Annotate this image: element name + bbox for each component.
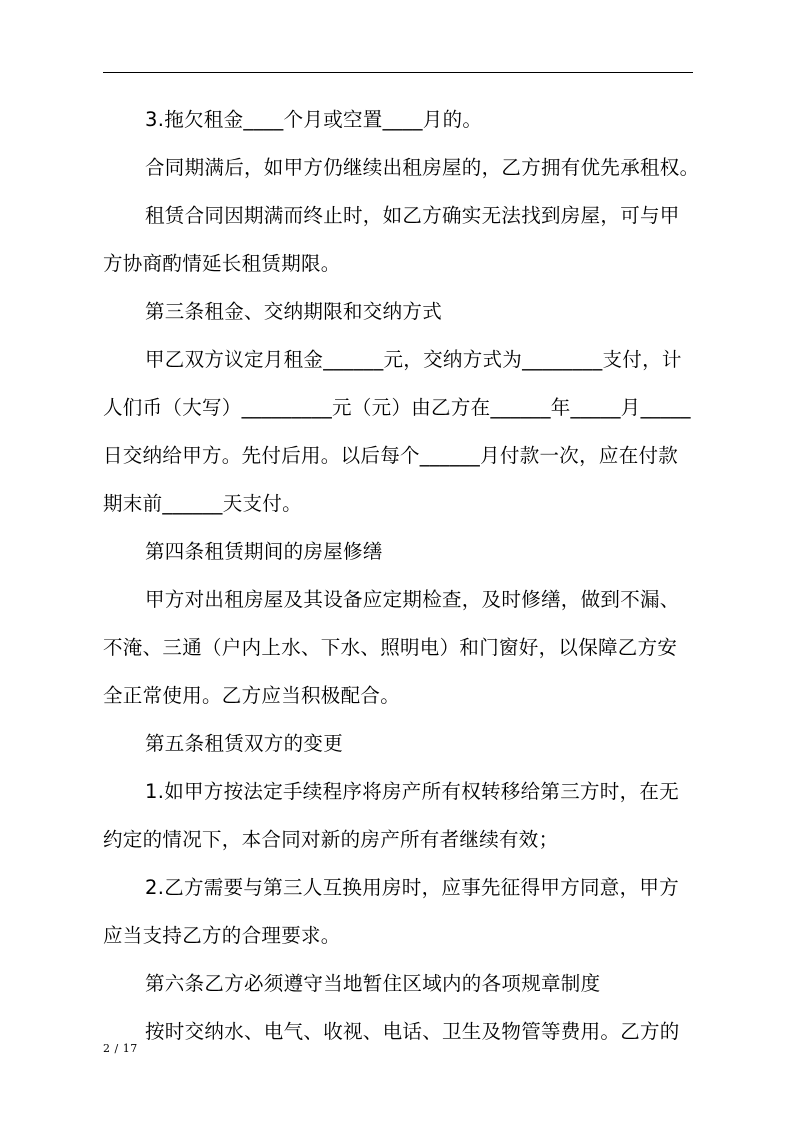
section-heading-3: 第三条租金、交纳期限和交纳方式 [145, 300, 443, 323]
clause-line-13: 全正常使用。乙方应当积极配合。 [103, 684, 401, 707]
header-rule [103, 72, 693, 73]
clause-line-3: 租赁合同因期满而终止时，如乙方确实无法找到房屋，可与甲 [145, 204, 680, 227]
section-heading-6: 第六条乙方必须遵守当地暂住区域内的各项规章制度 [145, 972, 601, 995]
clause-line-7: 人们币（大写）_________元（元）由乙方在______年_____月_____ [103, 396, 691, 419]
clause-line-11: 甲方对出租房屋及其设备应定期检查，及时修缮，做到不漏、 [145, 588, 680, 611]
clause-line-12: 不淹、三通（户内上水、下水、照明电）和门窗好，以保障乙方安 [103, 636, 678, 659]
page-number: 2 / 17 [103, 1042, 138, 1055]
clause-line-8: 日交纳给甲方。先付后用。以后每个______月付款一次，应在付款 [103, 444, 679, 467]
section-heading-4: 第四条租赁期间的房屋修缮 [145, 540, 383, 563]
clause-line-9: 期末前______天支付。 [103, 492, 302, 515]
clause-line-2: 合同期满后，如甲方仍继续出租房屋的，乙方拥有优先承租权。 [145, 156, 700, 179]
clause-line-20: 按时交纳水、电气、收视、电话、卫生及物管等费用。乙方的 [145, 1020, 680, 1043]
clause-line-15: 1.如甲方按法定手续程序将房产所有权转移给第三方时，在无 [145, 780, 680, 803]
clause-line-4: 方协商酌情延长租赁期限。 [103, 252, 341, 275]
clause-line-18: 应当支持乙方的合理要求。 [103, 924, 341, 947]
section-heading-5: 第五条租赁双方的变更 [145, 732, 344, 755]
clause-line-1: 3.拖欠租金____个月或空置____月的。 [145, 108, 483, 131]
clause-line-6: 甲乙双方议定月租金______元，交纳方式为________支付，计 [145, 348, 682, 371]
clause-line-17: 2.乙方需要与第三人互换用房时，应事先征得甲方同意，甲方 [145, 876, 680, 899]
clause-line-16: 约定的情况下，本合同对新的房产所有者继续有效； [103, 828, 559, 851]
